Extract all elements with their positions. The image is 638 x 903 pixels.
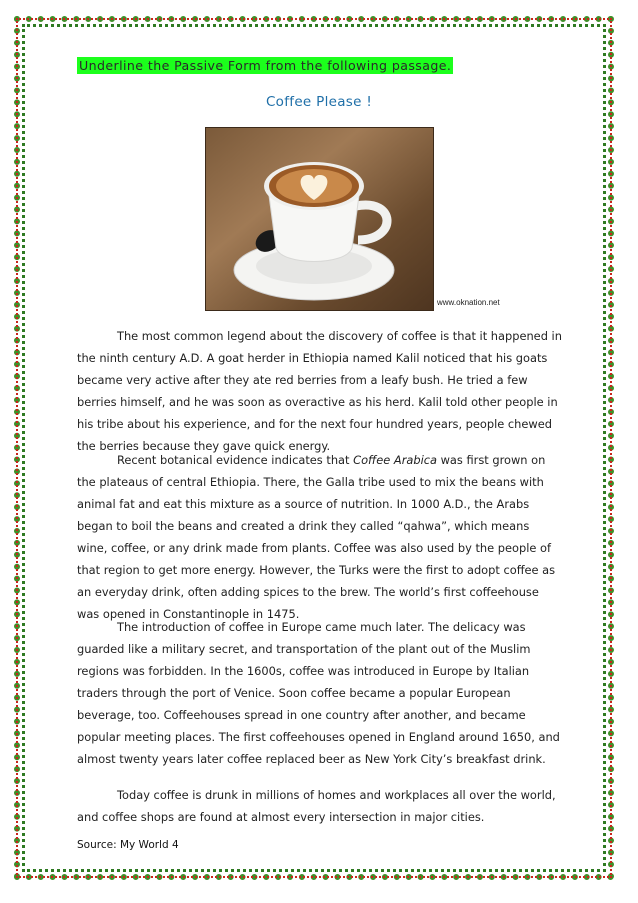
coffee-cup-illustration xyxy=(206,128,433,310)
coffee-arabica-term: Coffee Arabica xyxy=(353,453,437,467)
instruction-highlight: Underline the Passive Form from the following passage. xyxy=(79,58,452,73)
paragraph-4-text: Today coffee is drunk in millions of homes and workplaces all over the world, and coffee shops are found at almost every intersection in major cities. xyxy=(77,788,556,824)
passage-title: Coffee Please ! xyxy=(265,94,373,110)
paragraph-2-text xyxy=(77,449,563,625)
paragraph-4 xyxy=(77,784,563,828)
paragraph-3-text: The introduction of coffee in Europe came much later. The delicacy was guarded like a military secret, and transportation of the plant out of the Muslim regions was forbidden. In the 1600s, coffee was introduced in Europe by Italian traders through the port of Venice. Soon coffee became a popular European beverage, too. Coffeehouses spread in one country after another, and became popular meeting places. The first coffeehouses opened in England around 1650, and almost twenty years later coffee replaced beer as New York City’s breakfast drink. xyxy=(77,620,560,766)
paragraph-2-rest: was first grown on the plateaus of central Ethiopia. There, the Galla tribe used to mix the beans with animal fat and eat this mixture as a source of nutrition. In 1000 A.D., the Arabs began to boil the beans and created a drink they called “qahwa”, which means wine, coffee, or any drink made from plants. Coffee was also used by the people of that region to get more energy. However, the Turks were the first to adopt coffee as an everyday drink, often adding spices to the brew. The world’s first coffeehouse was opened in Constantinople in 1475. xyxy=(77,453,556,621)
paragraph-3 xyxy=(77,616,563,770)
paragraph-2 xyxy=(77,449,563,625)
paragraph-1 xyxy=(77,325,563,457)
paragraph-1-text: The most common legend about the discovery of coffee is that it happened in the ninth century A.D. A goat herder in Ethiopia named Kalil noticed that his goats became very active after they ate red berries from a leafy bush. He tried a few berries himself, and he was soon as overactive as his herd. Kalil told other people in his tribe about his experience, and for the next four hundred years, people chewed the berries because they gave quick energy. xyxy=(77,329,562,453)
image-credit: www.oknation.net xyxy=(437,298,500,307)
paragraph-2-lead: Recent botanical evidence indicates that xyxy=(117,453,354,467)
coffee-photo xyxy=(205,127,434,311)
source-citation: Source: My World 4 xyxy=(77,839,179,851)
